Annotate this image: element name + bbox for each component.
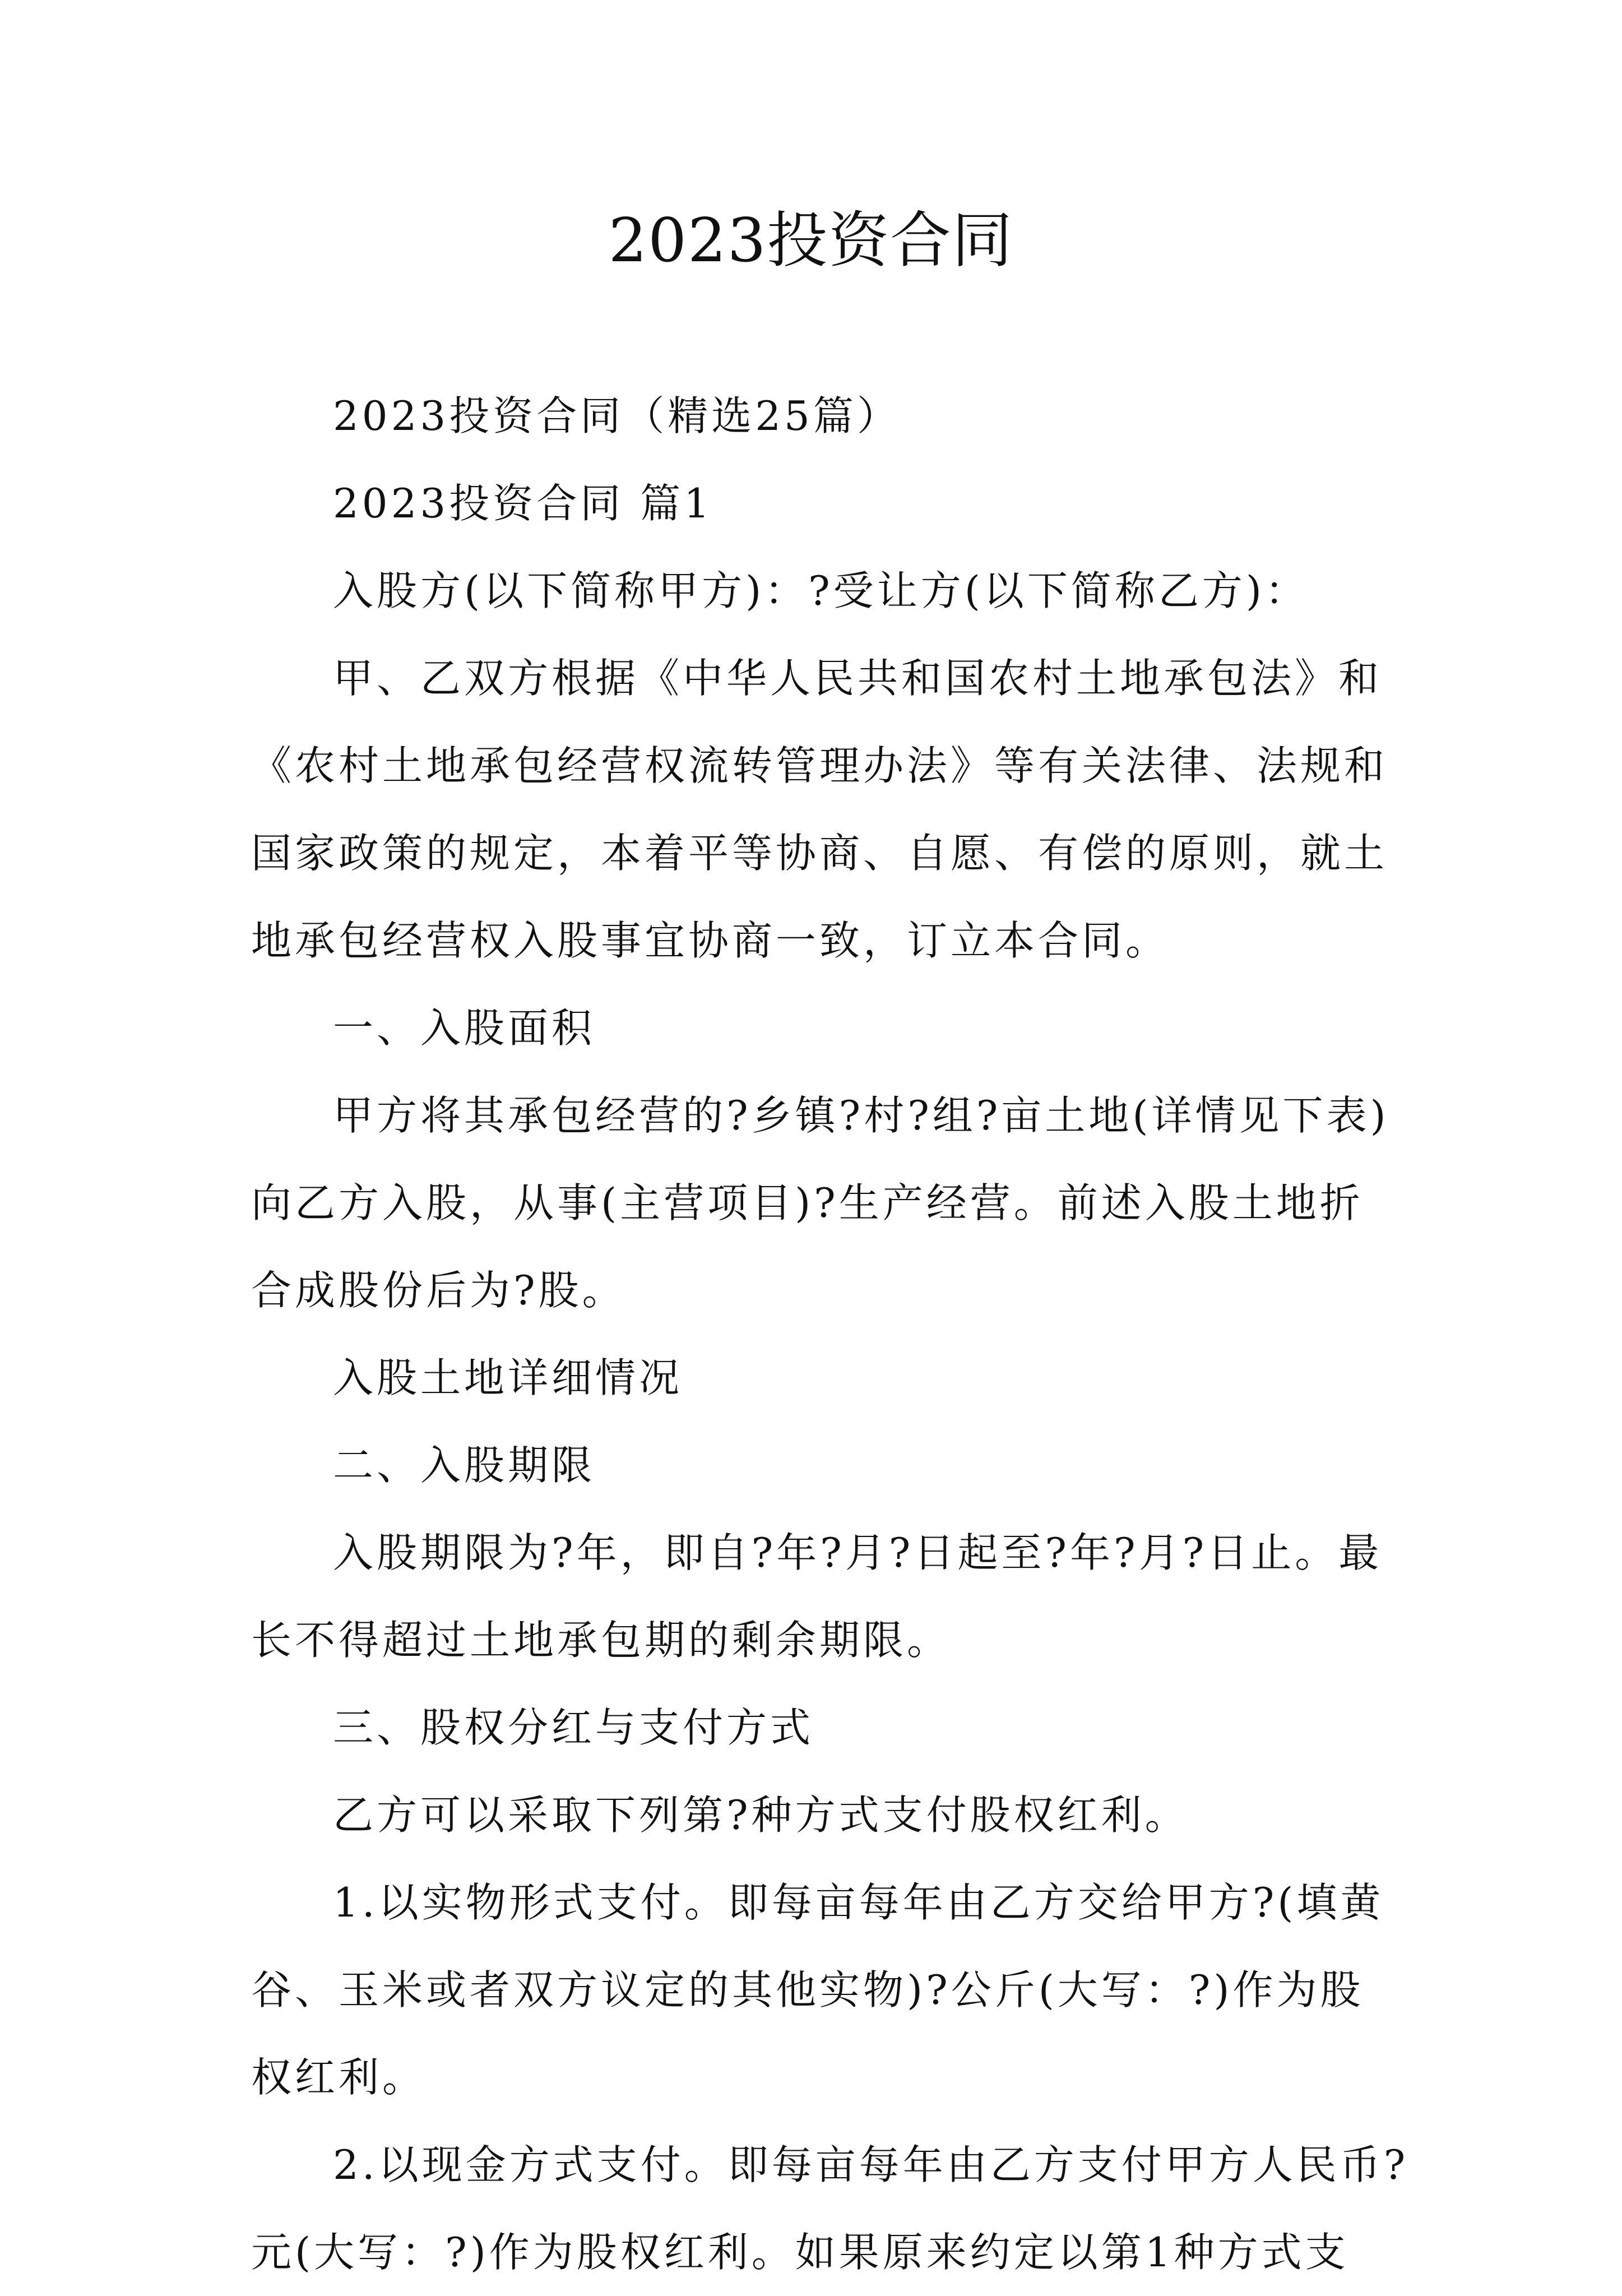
paragraph-line: 权红利。 [251,2054,427,2101]
paragraph-line: 元(大写：?)作为股权红利。如果原来约定以第1种方式支 [251,2229,1349,2276]
paragraph-line: 入股土地详细情况 [333,1354,683,1401]
paragraph-line: 《农村土地承包经营权流转管理办法》等有关法律、法规和 [251,742,1388,789]
section-heading: 三、股权分红与支付方式 [333,1704,814,1751]
paragraph-line: 2.以现金方式支付。即每亩每年由乙方支付甲方人民币? [333,2141,1409,2188]
paragraph-line: 2023投资合同 篇1 [333,480,713,527]
section-heading: 二、入股期限 [333,1442,596,1489]
document-title: 2023投资合同 [608,206,1014,276]
document-body [251,372,1409,2296]
paragraph-line: 入股方(以下简称甲方)：?受让方(以下简称乙方)： [333,567,1309,614]
paragraph-line: 1.以实物形式支付。即每亩每年由乙方交给甲方?(填黄 [333,1879,1384,1926]
paragraph-line: 2023投资合同（精选25篇） [333,392,901,439]
paragraph-line: 谷、玉米或者双方议定的其他实物)?公斤(大写：?)作为股 [251,1966,1364,2013]
section-heading: 一、入股面积 [333,1004,596,1052]
paragraph-line: 乙方可以采取下列第?种方式支付股权红利。 [333,1792,1189,1839]
paragraph-line: 入股期限为?年，即自?年?月?日起至?年?月?日止。最 [333,1529,1383,1576]
paragraph-line: 甲、乙双方根据《中华人民共和国农村土地承包法》和 [333,655,1383,702]
paragraph-line: 国家政策的规定，本着平等协商、自愿、有偿的原则，就土 [251,830,1388,877]
paragraph-line: 甲方将其承包经营的?乡镇?村?组?亩土地(详情见下表) [333,1092,1389,1139]
paragraph-line: 地承包经营权入股事宜协商一致，订立本合同。 [251,917,1170,964]
paragraph-line: 长不得超过土地承包期的剩余期限。 [251,1617,951,1664]
paragraph-line: 向乙方入股，从事(主营项目)?生产经营。前述入股土地折 [251,1179,1364,1226]
paragraph-line: 合成股份后为?股。 [251,1267,626,1314]
